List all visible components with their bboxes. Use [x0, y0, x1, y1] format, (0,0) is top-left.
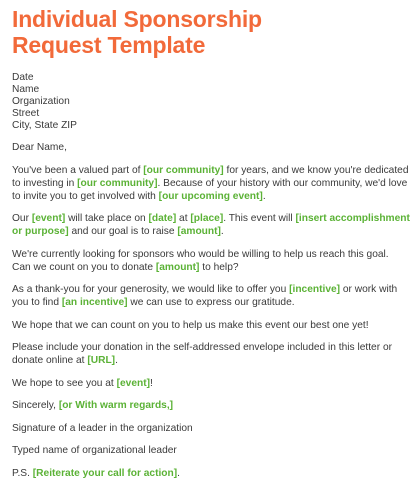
letter-paragraph	[12, 444, 410, 457]
paragraph-text: P.S.	[12, 467, 33, 479]
paragraph-text: . This event will	[223, 213, 296, 224]
placeholder-field: [date]	[148, 213, 177, 224]
placeholder-field: [our upcoming event]	[158, 190, 263, 202]
letter-paragraph	[12, 399, 410, 412]
title-line-1: Individual Sponsorship	[12, 6, 262, 32]
paragraph-text: !	[150, 377, 153, 389]
placeholder-field: [our community]	[143, 164, 224, 176]
paragraph-text: Our	[12, 213, 32, 224]
paragraph-text: .	[220, 226, 224, 237]
paragraph-text: or work with you to find	[12, 284, 398, 308]
address-line: Organization	[12, 96, 70, 107]
paragraph-text: As a thank-you for your generosity, we would like to offer you	[12, 284, 290, 295]
paragraph-text: . Because of your history with our community, we'd love to invite you to get involved with	[12, 177, 408, 202]
letter-paragraph	[12, 164, 410, 203]
placeholder-field: [amount]	[177, 226, 221, 237]
placeholder-field: [or With warm regards,]	[58, 400, 174, 411]
letter-document	[12, 6, 410, 489]
paragraph-text: We hope to see you at	[12, 377, 117, 389]
address-line: Street	[12, 108, 40, 119]
letter-paragraph	[12, 341, 410, 367]
paragraph-text: Sincerely,	[12, 400, 59, 411]
letter-paragraph	[12, 248, 410, 274]
paragraph-text: .	[262, 190, 266, 202]
address-line: Name	[12, 84, 40, 95]
greeting: Dear Name,	[12, 142, 67, 153]
placeholder-field: [incentive]	[289, 284, 341, 295]
letter-paragraph	[12, 319, 410, 332]
paragraph-text: .	[115, 355, 118, 366]
paragraph-text: we can use to express our gratitude.	[127, 297, 295, 308]
placeholder-field: [event]	[31, 213, 66, 224]
paragraph-text: Please include your donation in the self-addressed envelope included in this letter or donate online at	[12, 342, 393, 366]
placeholder-field: [event]	[116, 377, 150, 389]
paragraph-text: at	[176, 213, 191, 224]
paragraph-text: will take place on	[65, 213, 149, 224]
address-block	[12, 72, 410, 132]
letter-paragraph	[12, 377, 410, 390]
letter-paragraph	[12, 467, 410, 480]
page-title	[12, 6, 410, 58]
paragraph-text: and our goal is to raise	[68, 226, 178, 237]
placeholder-field: [an incentive]	[61, 297, 128, 308]
placeholder-field: [insert accomplishment or purpose]	[12, 213, 410, 237]
paragraph-text: Signature of a leader in the organization	[12, 422, 193, 434]
placeholder-field: [URL]	[87, 355, 116, 366]
paragraph-text: .	[177, 467, 180, 479]
letter-body	[12, 164, 410, 480]
paragraph-text: Typed name of organizational leader	[12, 445, 177, 456]
address-line: Date	[12, 72, 34, 83]
placeholder-field: [Reiterate your call for action]	[32, 467, 178, 479]
placeholder-field: [place]	[190, 213, 224, 224]
address-line: City, State ZIP	[12, 120, 77, 131]
letter-paragraph	[12, 283, 410, 309]
paragraph-text: You've been a valued part of	[12, 164, 144, 176]
paragraph-text: We hope that we can count on you to help us make this event our best one yet!	[12, 319, 369, 331]
paragraph-text: to help?	[199, 261, 239, 273]
letter-paragraph	[12, 212, 410, 238]
letter-paragraph	[12, 422, 410, 435]
title-line-2: Request Template	[12, 32, 206, 58]
placeholder-field: [amount]	[155, 261, 200, 273]
paragraph-text: We're currently looking for sponsors who would be willing to help us reach this goal. Can we count on you to donate	[12, 248, 389, 273]
paragraph-text: for years, and we know you're dedicated to investing in	[12, 164, 409, 189]
placeholder-field: [our community]	[77, 177, 158, 189]
